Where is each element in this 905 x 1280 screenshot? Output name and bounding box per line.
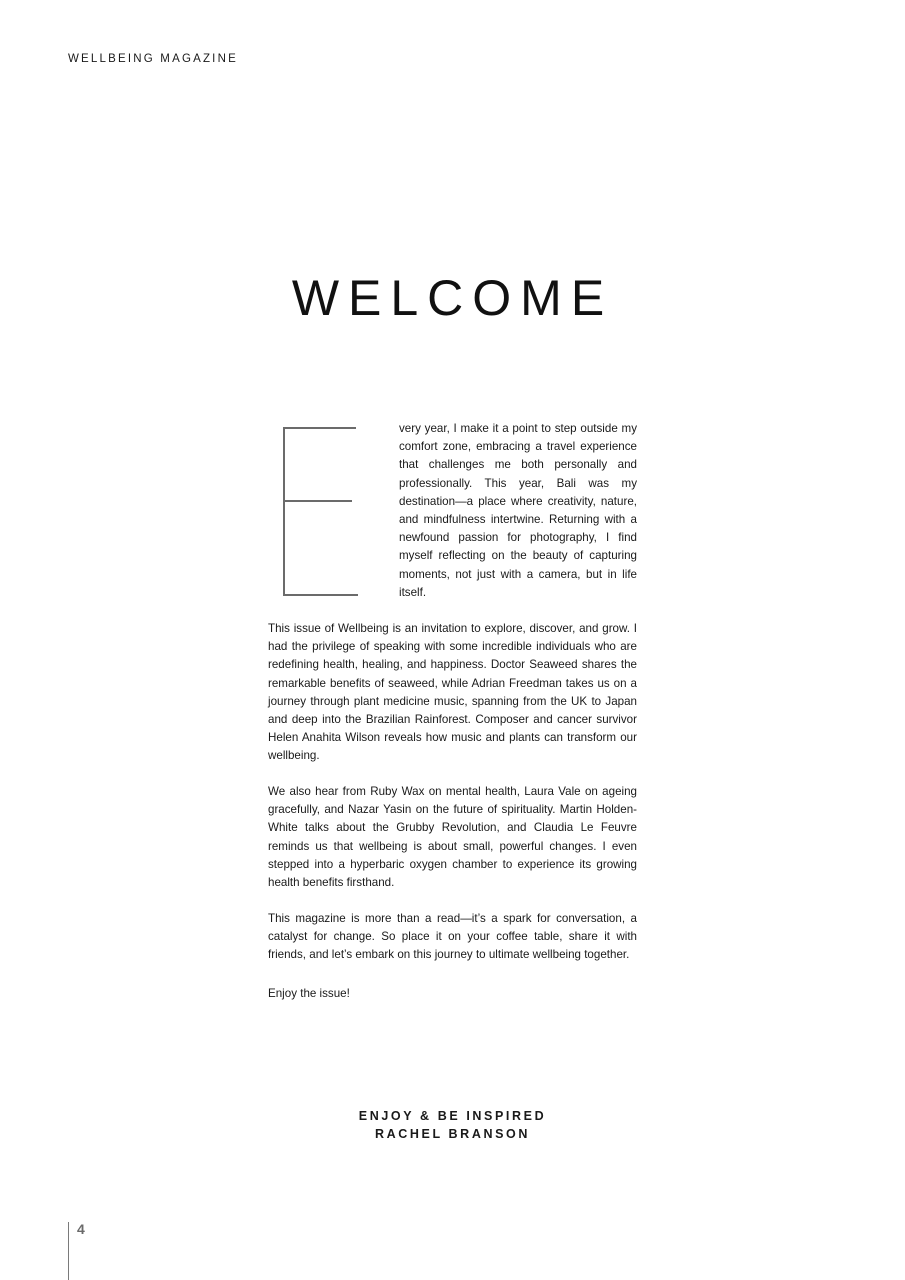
folio-rule (68, 1222, 69, 1280)
editor-name: RACHEL BRANSON (375, 1126, 530, 1141)
signoff-tagline: ENJOY & BE INSPIRED (358, 1109, 547, 1123)
body-paragraph: This issue of Wellbeing is an invitation to explore, discover, and grow. I had the privilege of speaking with some incredible individuals who are redefining health, healing, and happiness. Doctor Seaweed shares the remarkable benefits of seaweed, while Adrian Freedman takes us on a journey through plant medicine music, spanning from the UK to Japan and deep into the Brazilian Rainforest. Composer and cancer survivor Helen Anahita Wilson reveals how music and plants can transform our wellbeing. (268, 622, 637, 763)
magazine-running-head: WELLBEING MAGAZINE (68, 53, 238, 65)
editor-signoff (0, 1108, 905, 1143)
lead-paragraph: very year, I make it a point to step outside my comfort zone, embracing a travel experience that challenges me both personally and professionally. This year, Bali was my destination—a place where creativity, nature, and mindfulness intertwine. Returning with a newfound passion for photography, I find myself reflecting on the beauty of capturing moments, not just with a camera, but in life itself. (399, 422, 637, 599)
drop-cap-letter (282, 426, 358, 597)
body-paragraph: This magazine is more than a read—it’s a spark for conversation, a catalyst for change. So place it on your coffee table, share it with friends, and let’s embark on this journey to ultimate wellbeing together. (268, 912, 637, 962)
page-number: 4 (77, 1221, 85, 1237)
closing-line: Enjoy the issue! (268, 987, 350, 1000)
page-title: WELCOME (291, 270, 614, 326)
body-paragraph: We also hear from Ruby Wax on mental health, Laura Vale on ageing gracefully, and Nazar Yasin on the future of spirituality. Martin Holden-White talks about the Grubby Revolution, and Claudia Le Feuvre reminds us that wellbeing is about small, powerful changes. I even stepped into a hyperbaric oxygen chamber to experience its growing health benefits firsthand. (268, 785, 637, 890)
